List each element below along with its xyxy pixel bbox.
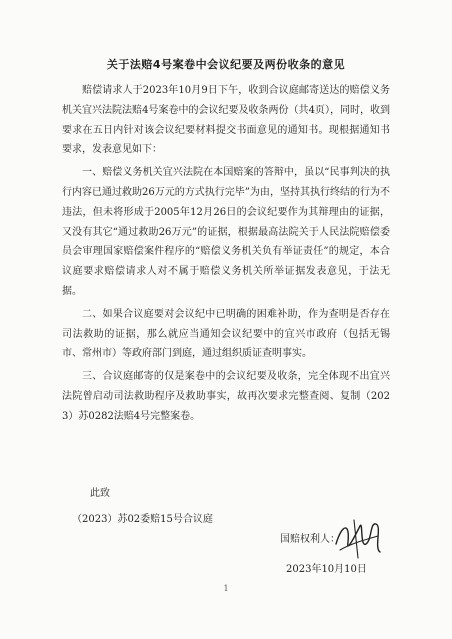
closing-salutation: 此致 <box>90 488 110 499</box>
recipient-court: （2023）苏02委赔15号合议庭 <box>72 514 213 525</box>
document-body <box>62 81 390 427</box>
paragraph-point-two: 二、如果合议庭要对会议纪中已明确的困难补助，作为查明是否存在司法救助的证据，那么就应当通知会议纪要中的宜兴市政府（包括无锡市、常州市）等政府部门到庭，通过组织质证查明事实。 <box>62 308 390 360</box>
paragraph-point-one: 一、赔偿义务机关宜兴法院在本国赔案的答辩中，虽以“民事判决的执行内容已通过救助26万元的方式执行完毕”为由，坚持其执行终结的行为不违法，但未将形成于2005年12月26日的会议纪要作为其辩理由的证据，又没有其它“通过救助26万元”的证据，根据最高法院关于人民法院赔偿委员会审理国家赔偿案件程序的“赔偿义务机关负有举证责任”的规定，本合议庭要求赔偿请求人对不属于赔偿义务机关所举证据发表意见，于法无据。 <box>62 167 390 297</box>
paragraph-point-three: 三、合议庭邮寄的仅是案卷中的会议纪要及收条，完全体现不出宜兴法院曾启动司法救助程序及救助事实，故再次要求完整查阅、复制（2023）苏0282法赔4号完整案卷。 <box>62 371 390 422</box>
signature-label: 国赔权利人： <box>280 534 340 545</box>
document-title: 关于法赔4号案卷中会议纪要及两份收条的意见 <box>106 58 346 71</box>
document-date: 2023年10月10日 <box>286 564 367 575</box>
handwritten-signature <box>330 514 386 564</box>
page-number: 1 <box>223 584 229 593</box>
paragraph-intro: 赔偿请求人于2023年10月9日下午，收到合议庭邮寄送达的赔偿义务机关宜兴法院法赔4号案卷中的会议纪要及收条两份（共4页），同时，收到要求在五日内针对该会议纪要材料提交书面意见的通知书。现根据通知书要求，发表意见如下： <box>62 85 390 156</box>
